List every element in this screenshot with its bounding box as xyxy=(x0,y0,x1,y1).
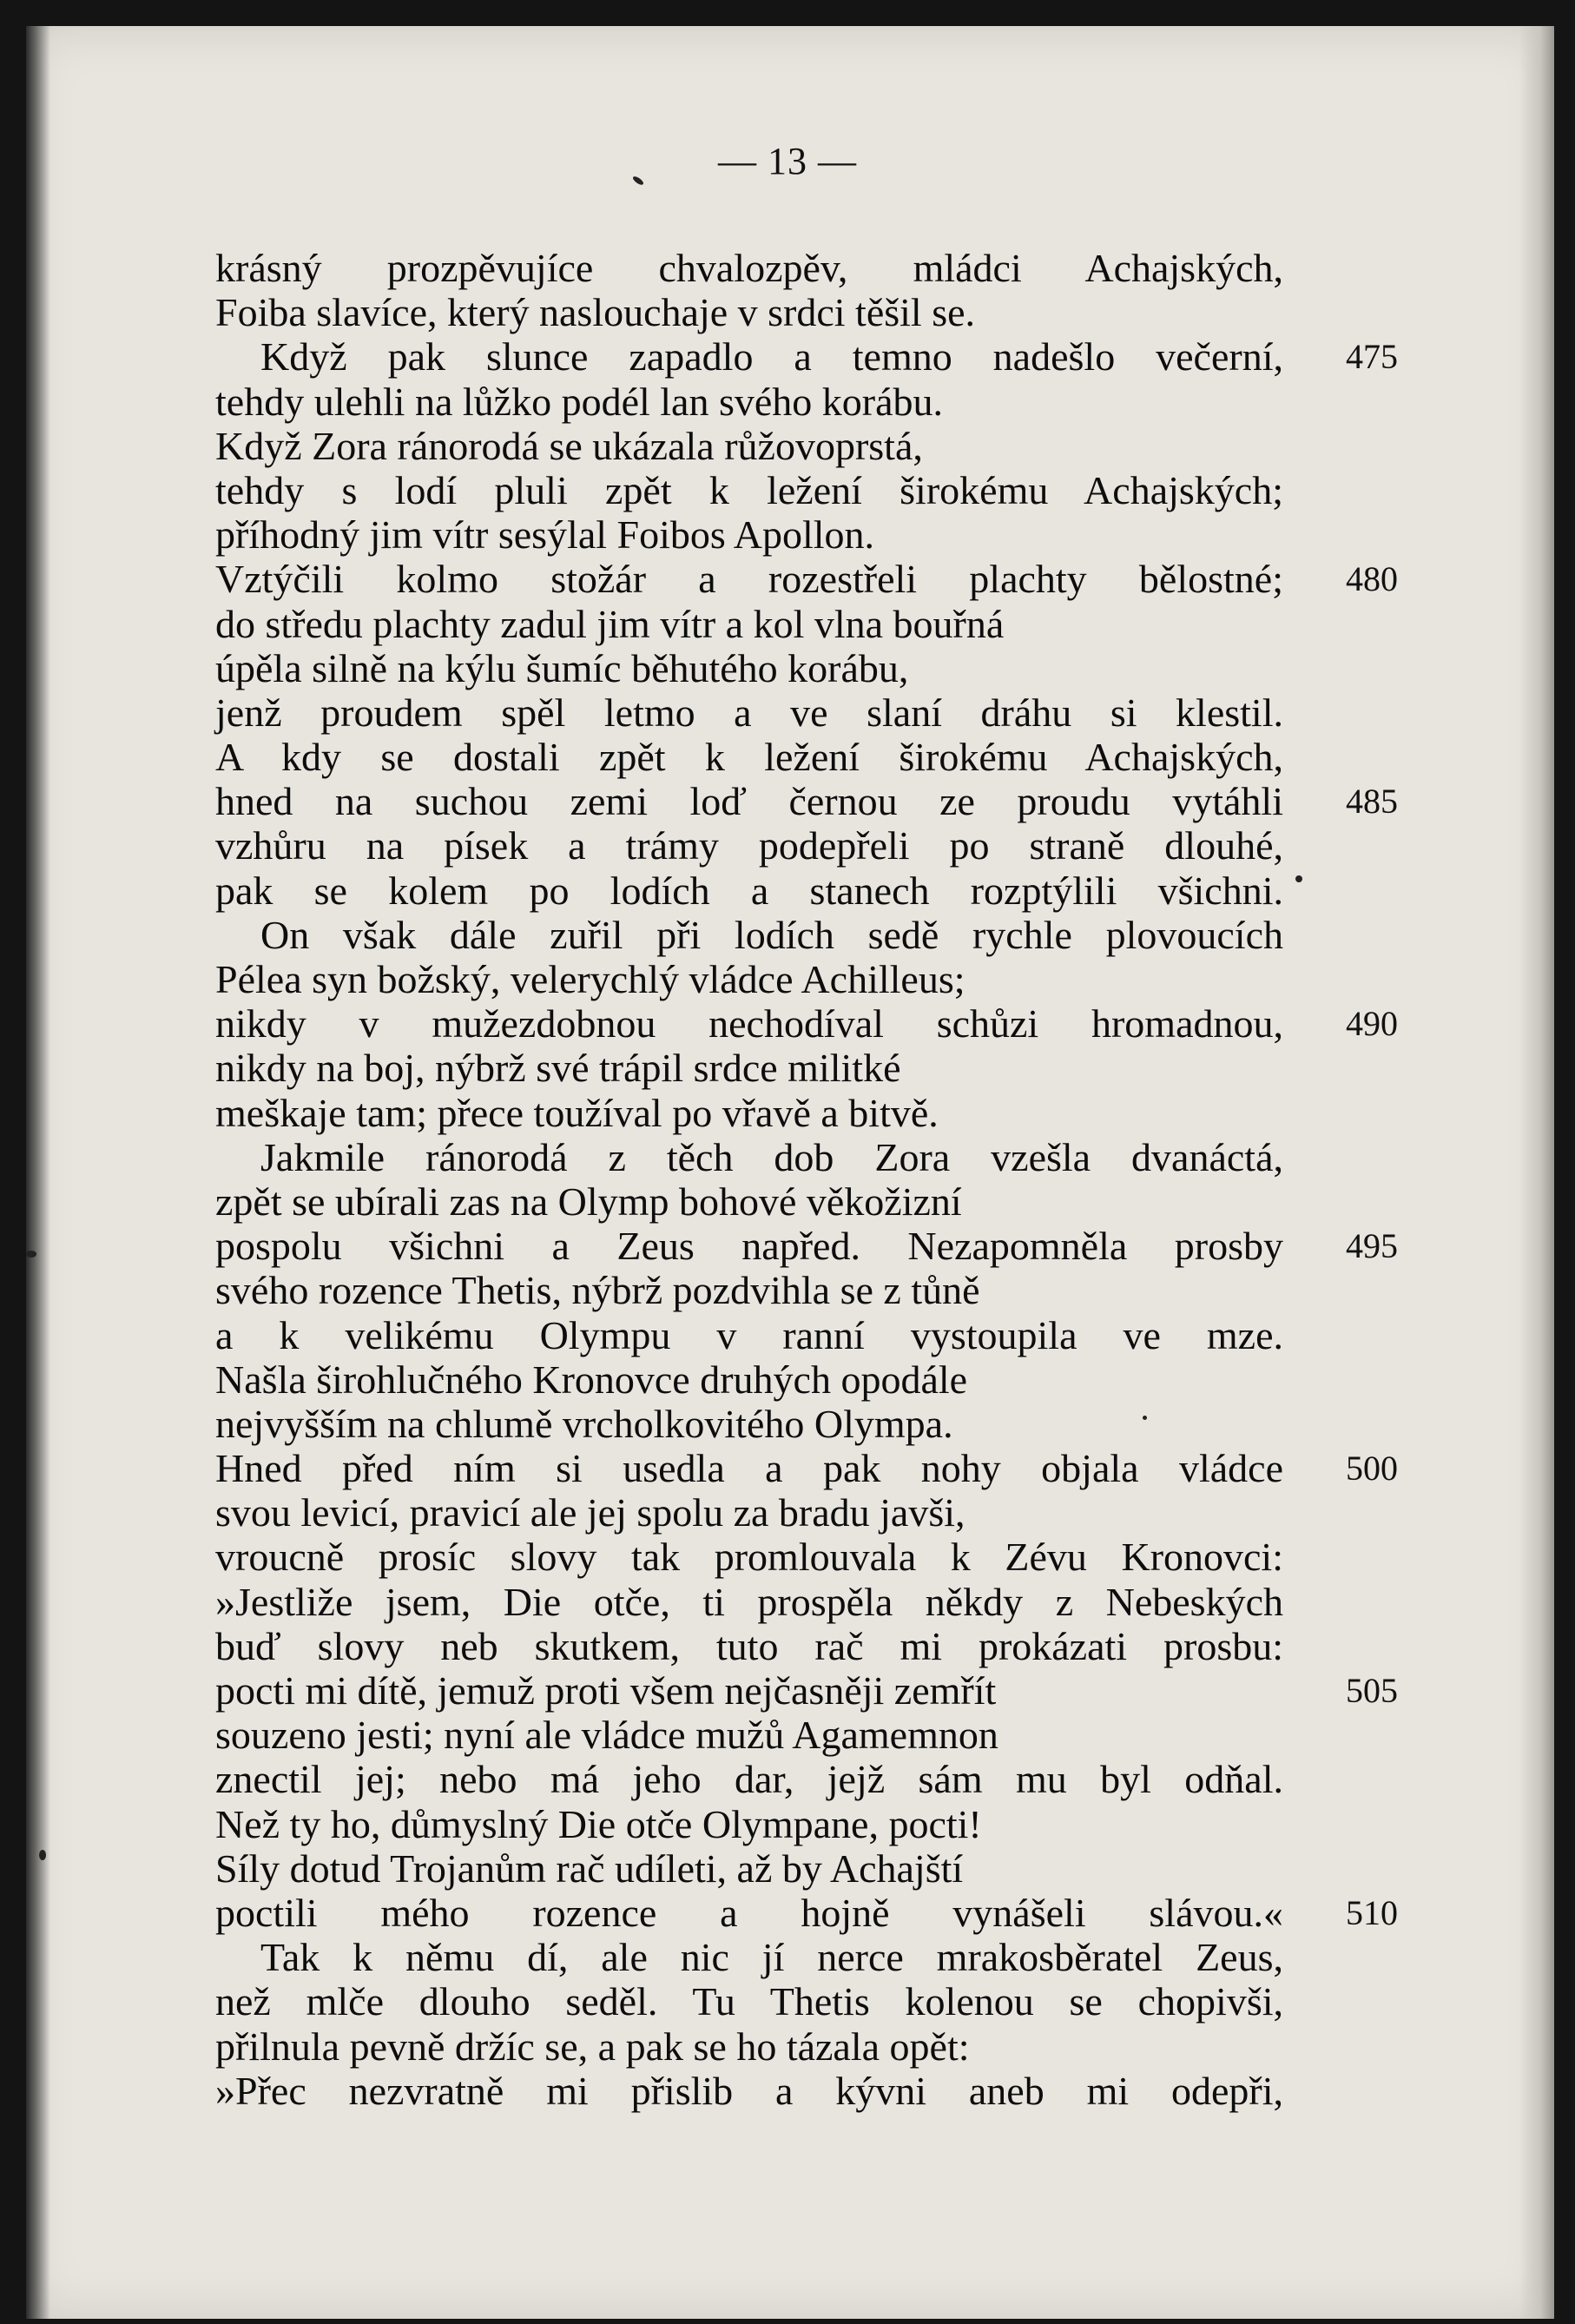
poem-line xyxy=(215,1979,1283,2024)
poem-line xyxy=(215,1001,1398,1046)
poem-line xyxy=(215,1580,1283,1624)
poem-line-text: nikdy v mužezdobnou nechodíval schůzi hromadnou, xyxy=(215,1001,1283,1046)
verse-line-number: 475 xyxy=(1346,337,1398,377)
verse-line-number: 505 xyxy=(1346,1671,1398,1710)
poem-line-text: souzeno jesti; nyní ale vládce mužů Agamemnon xyxy=(215,1713,998,1758)
poem-line xyxy=(215,913,1283,957)
page-number: — 13 — xyxy=(718,140,857,182)
verse-line-number: 500 xyxy=(1346,1449,1398,1489)
poem-line-text: Tak k němu dí, ale nic jí nerce mrakosběratel Zeus, xyxy=(260,1935,1283,1980)
poem-line-text: tehdy ulehli na lůžko podél lan svého korábu. xyxy=(215,379,944,424)
poem-line xyxy=(215,1890,1398,1935)
poem-line xyxy=(215,735,1283,779)
poem-line-text: »Jestliže jsem, Die otče, ti prospěla někdy z Nebeských xyxy=(215,1579,1283,1624)
poem-line-text: než mlče dlouho seděl. Tu Thetis kolenou se chopivši, xyxy=(215,1979,1283,2024)
poem-text-block xyxy=(215,246,1398,2113)
poem-line xyxy=(215,868,1283,913)
poem-line xyxy=(215,1402,1283,1446)
poem-line-text: vzhůru na písek a trámy podepřeli po straně dlouhé, xyxy=(215,823,1283,868)
poem-line xyxy=(215,557,1398,602)
poem-line-text: Vztýčili kolmo stožár a rozestřeli plachty bělostné; xyxy=(215,557,1283,602)
poem-line-text: Když Zora ránorodá se ukázala růžovoprstá, xyxy=(215,423,923,468)
page-binding-edge xyxy=(26,26,50,2319)
poem-line-text: Když pak slunce zapadlo a temno nadešlo večerní, xyxy=(260,334,1283,380)
poem-line-text: buď slovy neb skutkem, tuto rač mi prokázati prosbu: xyxy=(215,1623,1283,1668)
poem-line-text: pospolu všichni a Zeus napřed. Nezapomněla prosby xyxy=(215,1224,1283,1269)
poem-line xyxy=(215,1268,1283,1312)
poem-line-text: pak se kolem po lodích a stanech rozptýlili všichni. xyxy=(215,868,1283,913)
poem-line-text: zpět se ubírali zas na Olymp bohové věkožizní xyxy=(215,1179,962,1224)
verse-line-number: 490 xyxy=(1346,1004,1398,1044)
poem-line-text: úpěla silně na kýlu šumíc běhutého korábu, xyxy=(215,645,909,690)
poem-line xyxy=(215,1846,1283,1891)
poem-line-text: svou levicí, pravicí ale jej spolu za bradu javši, xyxy=(215,1490,965,1535)
poem-line-text: Než ty ho, důmyslný Die otče Olympane, pocti! xyxy=(215,1801,982,1846)
poem-line-text: meškaje tam; přece toužíval po vřavě a bitvě. xyxy=(215,1090,939,1135)
poem-line-text: pocti mi dítě, jemuž proti všem nejčasněji zemřít xyxy=(215,1668,997,1713)
poem-line-text: svého rozence Thetis, nýbrž pozdvihla se z tůně xyxy=(215,1268,980,1313)
poem-line-text: jenž proudem spěl letmo a ve slaní dráhu si klestil. xyxy=(215,690,1283,735)
poem-line xyxy=(215,1046,1283,1090)
poem-line xyxy=(215,334,1398,380)
poem-line xyxy=(215,1713,1283,1757)
poem-line xyxy=(215,823,1283,868)
poem-line-text: vroucně prosíc slovy tak promlouvala k Zévu Kronovci: xyxy=(215,1535,1283,1580)
poem-line-text: On však dále zuřil při lodích sedě rychle plovoucích xyxy=(260,912,1283,957)
poem-line-text: přilnula pevně držíc se, a pak se ho tázala opět: xyxy=(215,2024,970,2069)
poem-line xyxy=(215,1357,1283,1402)
poem-line xyxy=(215,779,1398,824)
page-outer-edge xyxy=(1519,26,1554,2319)
poem-line xyxy=(215,1624,1283,1668)
poem-line-text: Foiba slavíce, který naslouchaje v srdci těšil se. xyxy=(215,290,976,335)
poem-line-text: Hned před ním si usedla a pak nohy objala vládce xyxy=(215,1446,1283,1491)
ink-speck xyxy=(26,1251,36,1258)
poem-line xyxy=(215,246,1283,290)
poem-line xyxy=(215,380,1283,424)
poem-line xyxy=(215,1179,1283,1224)
poem-line xyxy=(215,1668,1398,1713)
poem-line xyxy=(215,602,1283,646)
poem-line-text: poctili mého rozence a hojně vynášeli slávou.« xyxy=(215,1890,1283,1935)
poem-line xyxy=(215,1135,1283,1179)
poem-line xyxy=(215,512,1283,557)
poem-line-text: »Přec nezvratně mi přislib a kývni aneb mi odepři, xyxy=(215,2068,1283,2113)
poem-line xyxy=(215,690,1283,735)
poem-line-text: do středu plachty zadul jim vítr a kol vlna bouřná xyxy=(215,601,1005,646)
verse-line-number: 495 xyxy=(1346,1226,1398,1266)
poem-line-text: krásný prozpěvujíce chvalozpěv, mládci Achajských, xyxy=(215,246,1283,290)
verse-line-number: 480 xyxy=(1346,559,1398,599)
ink-speck xyxy=(39,1850,46,1860)
poem-line-text: Našla širohlučného Kronovce druhých opodále xyxy=(215,1357,968,1402)
poem-line-text: Pélea syn božský, velerychlý vládce Achilleus; xyxy=(215,957,965,1001)
poem-line-text: hned na suchou zemi loď černou ze proudu vytáhli xyxy=(215,779,1283,824)
poem-line-text: znectil jej; nebo má jeho dar, jejž sám mu byl odňal. xyxy=(215,1757,1283,1802)
poem-line xyxy=(215,1535,1283,1579)
poem-line-text: Síly dotud Trojanům rač udíleti, až by Achajští xyxy=(215,1845,964,1891)
poem-line-text: a k velikému Olympu v ranní vystoupila ve mze. xyxy=(215,1312,1283,1357)
poem-line xyxy=(215,1091,1283,1135)
poem-line xyxy=(215,2069,1283,2113)
poem-line xyxy=(215,1935,1283,1979)
poem-line-text: nikdy na boj, nýbrž své trápil srdce militké xyxy=(215,1046,901,1091)
poem-line xyxy=(215,1313,1283,1357)
poem-line xyxy=(215,1224,1398,1269)
verse-line-number: 510 xyxy=(1346,1892,1398,1932)
poem-line-text: nejvyšším na chlumě vrcholkovitého Olympa. xyxy=(215,1401,953,1446)
poem-line xyxy=(215,2024,1283,2069)
poem-line-text: tehdy s lodí pluli zpět k ležení širokému Achajských; xyxy=(215,467,1283,512)
poem-line xyxy=(215,424,1283,468)
poem-line xyxy=(215,646,1283,690)
poem-line-text: A kdy se dostali zpět k ležení širokému Achajských, xyxy=(215,735,1283,780)
verse-line-number: 485 xyxy=(1346,782,1398,822)
ink-speck xyxy=(1295,875,1302,882)
poem-line-text: Jakmile ránorodá z těch dob Zora vzešla dvanáctá, xyxy=(260,1134,1283,1179)
poem-line xyxy=(215,957,1283,1001)
poem-line xyxy=(215,1490,1283,1535)
poem-line xyxy=(215,1757,1283,1801)
poem-line xyxy=(215,1446,1398,1491)
poem-line xyxy=(215,1802,1283,1846)
poem-line xyxy=(215,468,1283,512)
poem-line xyxy=(215,290,1283,334)
poem-line-text: příhodný jim vítr sesýlal Foibos Apollon. xyxy=(215,512,875,558)
